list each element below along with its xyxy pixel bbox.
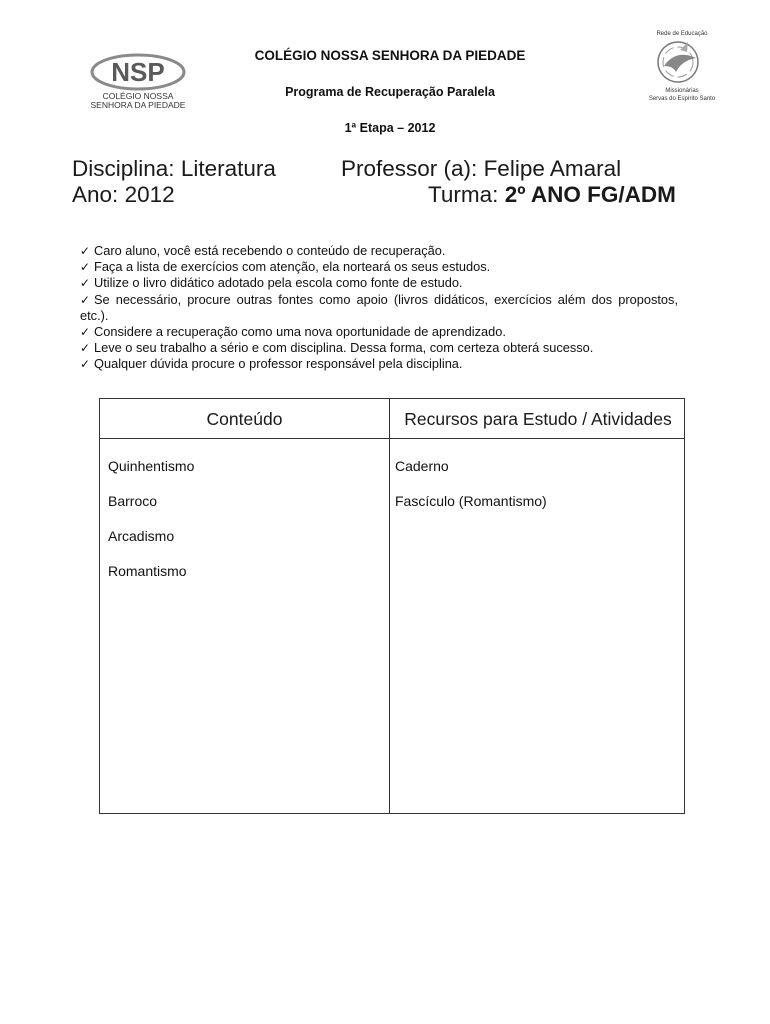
disciplina-label: Disciplina: xyxy=(72,156,175,181)
disciplina-line xyxy=(72,156,276,182)
conteudo-list xyxy=(108,458,194,598)
conteudo-item: Barroco xyxy=(108,493,158,509)
instructions-list xyxy=(80,243,678,373)
conteudo-item: Quinhentismo xyxy=(108,458,195,474)
header-conteudo: Conteúdo xyxy=(206,409,283,429)
svg-text:Servas do Espírito Santo: Servas do Espírito Santo xyxy=(648,96,716,102)
recurso-item: Caderno xyxy=(395,458,449,474)
content-table xyxy=(99,398,685,814)
instruction-item: ✓ Se necessário, procure outras fontes como apoio (livros didáticos, exercícios além dos propostos, etc.). xyxy=(80,291,678,323)
svg-text:Rede de Educação: Rede de Educação xyxy=(656,31,708,37)
instruction-item: ✓ Qualquer dúvida procure o professor responsável pela disciplina. xyxy=(80,356,463,372)
check-icon: ✓ xyxy=(80,260,91,275)
turma-label: Turma: xyxy=(428,182,499,207)
missionary-logo xyxy=(640,28,724,104)
professor-value: Felipe Amaral xyxy=(483,156,622,181)
check-icon: ✓ xyxy=(80,276,91,291)
disciplina-value: Literatura xyxy=(180,156,276,181)
ano-label: Ano: xyxy=(72,182,119,207)
ano-value: 2012 xyxy=(124,182,175,207)
svg-text:NSP: NSP xyxy=(111,57,165,87)
header-recursos: Recursos para Estudo / Atividades xyxy=(404,409,672,429)
column-divider xyxy=(389,399,390,813)
check-icon: ✓ xyxy=(80,357,91,372)
check-icon: ✓ xyxy=(80,292,91,307)
turma-value: 2º ANO FG/ADM xyxy=(504,182,676,207)
table-header xyxy=(100,399,684,439)
conteudo-item: Arcadismo xyxy=(108,528,175,544)
program-title: Programa de Recuperação Paralela xyxy=(285,85,495,99)
professor-line xyxy=(341,156,621,182)
svg-text:SENHORA DA PIEDADE: SENHORA DA PIEDADE xyxy=(90,100,186,110)
professor-label: Professor (a): xyxy=(341,156,478,181)
svg-text:COLÉGIO NOSSA: COLÉGIO NOSSA xyxy=(102,91,174,101)
school-name: COLÉGIO NOSSA SENHORA DA PIEDADE xyxy=(254,48,526,63)
instruction-item: ✓ Caro aluno, você está recebendo o conteúdo de recuperação. xyxy=(80,243,446,258)
instruction-item: ✓ Utilize o livro didático adotado pela escola como fonte de estudo. xyxy=(80,275,463,291)
ano-line xyxy=(72,182,175,208)
check-icon: ✓ xyxy=(80,244,91,258)
check-icon: ✓ xyxy=(80,325,91,340)
svg-text:Missionárias: Missionárias xyxy=(665,88,699,94)
instruction-item: ✓ Faça a lista de exercícios com atenção, ela norteará os seus estudos. xyxy=(80,259,491,275)
recursos-list xyxy=(395,458,547,528)
conteudo-item: Romantismo xyxy=(108,563,187,579)
turma-line xyxy=(428,182,676,208)
check-icon: ✓ xyxy=(80,341,91,356)
instruction-item: ✓ Considere a recuperação como uma nova oportunidade de aprendizado. xyxy=(80,324,506,340)
recurso-item: Fascículo (Romantismo) xyxy=(395,493,547,509)
stage-label: 1ª Etapa – 2012 xyxy=(344,121,436,135)
nsp-logo xyxy=(88,50,194,112)
instruction-item: ✓ Leve o seu trabalho a sério e com disciplina. Dessa forma, com certeza obterá sucesso. xyxy=(80,340,594,356)
